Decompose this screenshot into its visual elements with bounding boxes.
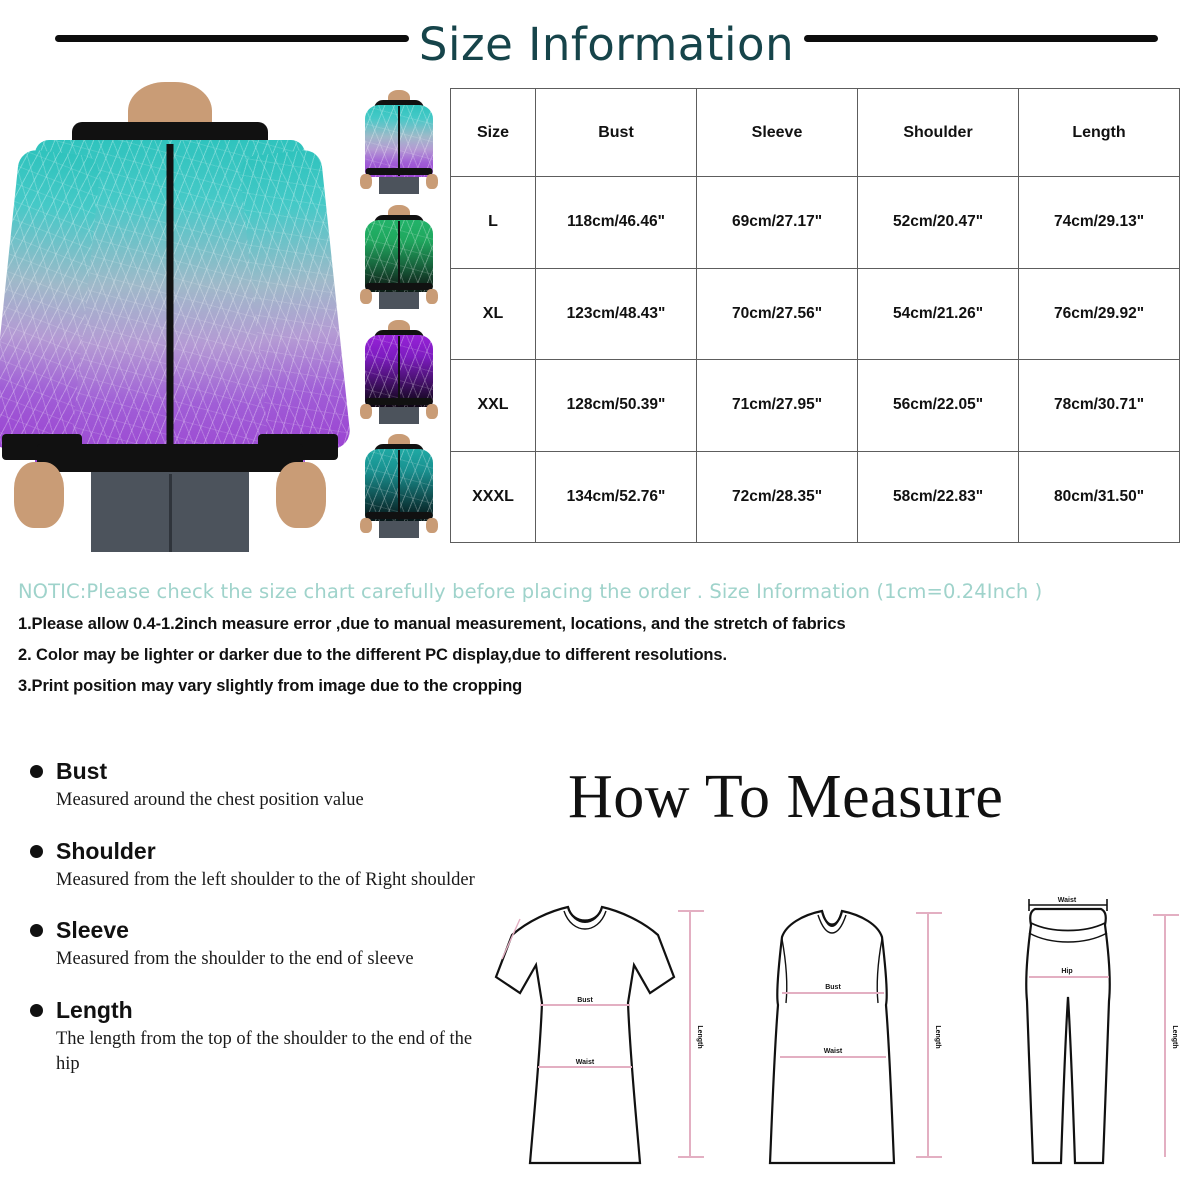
- measure-item-length: [30, 997, 490, 1078]
- color-variant-thumbnails[interactable]: [356, 88, 442, 544]
- measure-title: Shoulder: [56, 837, 156, 864]
- measure-title: Bust: [56, 758, 108, 784]
- column-header-bust: Bust: [536, 89, 697, 177]
- measure-description: Measured around the chest position value: [56, 790, 364, 810]
- page-title: Size Information: [418, 17, 795, 71]
- cell-sleeve: 70cm/27.56": [697, 268, 858, 360]
- garment-diagrams: [480, 885, 1195, 1170]
- color-variant-teal-black[interactable]: [356, 432, 442, 544]
- cell-sleeve: 69cm/27.17": [697, 177, 858, 269]
- diagram-pants: [995, 885, 1195, 1170]
- how-to-measure-heading: How To Measure: [568, 763, 1004, 831]
- bullet-icon: [30, 845, 43, 858]
- color-variant-green-black[interactable]: [356, 203, 442, 315]
- cell-size: XXXL: [451, 451, 536, 543]
- cell-shoulder: 58cm/22.83": [858, 451, 1019, 543]
- notice-block: [18, 580, 1188, 696]
- cell-bust: 118cm/46.46": [536, 177, 697, 269]
- table-row: [451, 268, 1180, 360]
- cell-bust: 123cm/48.43": [536, 268, 697, 360]
- cell-bust: 128cm/50.39": [536, 360, 697, 452]
- diagram-label-bust: Bust: [577, 997, 593, 1004]
- column-header-size: Size: [451, 89, 536, 177]
- table-row: [451, 177, 1180, 269]
- notice-line-2: 2. Color may be lighter or darker due to the different PC display,due to different resolutions.: [18, 646, 727, 664]
- notice-headline: NOTIC:Please check the size chart carefully before placing the order . Size Information (1cm=0.24Inch ): [18, 580, 1043, 603]
- color-variant-teal-purple[interactable]: [356, 88, 442, 200]
- diagram-label-waist: Waist: [1057, 897, 1077, 904]
- cell-size: L: [451, 177, 536, 269]
- notice-line-3: 3.Print position may vary slightly from image due to the cropping: [18, 677, 523, 695]
- diagram-tank-top: [752, 885, 957, 1170]
- measure-title: Sleeve: [56, 917, 129, 944]
- cell-sleeve: 72cm/28.35": [697, 451, 858, 543]
- diagram-label-length: Length: [1171, 1025, 1178, 1049]
- cell-sleeve: 71cm/27.95": [697, 360, 858, 452]
- color-variant-purple-black[interactable]: [356, 318, 442, 430]
- column-header-sleeve: Sleeve: [697, 89, 858, 177]
- bullet-icon: [30, 1004, 43, 1017]
- measurement-definitions: [30, 758, 490, 1102]
- cell-shoulder: 56cm/22.05": [858, 360, 1019, 452]
- cell-shoulder: 52cm/20.47": [858, 177, 1019, 269]
- title-rule-left: [55, 35, 409, 42]
- diagram-label-hip: Hip: [1061, 968, 1073, 975]
- title-rule-right: [804, 35, 1158, 42]
- cell-shoulder: 54cm/21.26": [858, 268, 1019, 360]
- size-chart-table: [450, 88, 1180, 543]
- measure-description: Measured from the shoulder to the end of sleeve: [56, 949, 414, 970]
- product-main-photo: [0, 82, 340, 552]
- table-row: [451, 451, 1180, 543]
- cell-length: 78cm/30.71": [1019, 360, 1180, 452]
- cell-length: 80cm/31.50": [1019, 451, 1180, 543]
- measure-description: Measured from the left shoulder to the of Right shoulder: [56, 869, 475, 890]
- table-row: [451, 360, 1180, 452]
- bullet-icon: [30, 924, 43, 937]
- measure-title: Length: [56, 996, 133, 1023]
- cell-size: XXL: [451, 360, 536, 452]
- page-title-row: [0, 8, 1200, 80]
- diagram-label-waist: Waist: [823, 1048, 843, 1055]
- measure-description: The length from the top of the shoulder to the end of the hip: [56, 1028, 473, 1075]
- diagram-label-waist: Waist: [575, 1059, 595, 1066]
- cell-bust: 134cm/52.76": [536, 451, 697, 543]
- notice-line-1: 1.Please allow 0.4-1.2inch measure error ,due to manual measurement, locations, and the stretch of fabrics: [18, 615, 846, 633]
- diagram-label-length: Length: [934, 1025, 941, 1049]
- column-header-shoulder: Shoulder: [858, 89, 1019, 177]
- measure-item-bust: [30, 758, 490, 814]
- cell-size: XL: [451, 268, 536, 360]
- measure-item-shoulder: [30, 838, 490, 894]
- table-header-row: [451, 89, 1180, 177]
- column-header-length: Length: [1019, 89, 1180, 177]
- diagram-tshirt: [490, 885, 720, 1170]
- diagram-label-length: Length: [696, 1025, 703, 1049]
- measure-item-sleeve: [30, 917, 490, 973]
- cell-length: 74cm/29.13": [1019, 177, 1180, 269]
- cell-length: 76cm/29.92": [1019, 268, 1180, 360]
- diagram-label-bust: Bust: [825, 984, 841, 991]
- bullet-icon: [30, 765, 43, 778]
